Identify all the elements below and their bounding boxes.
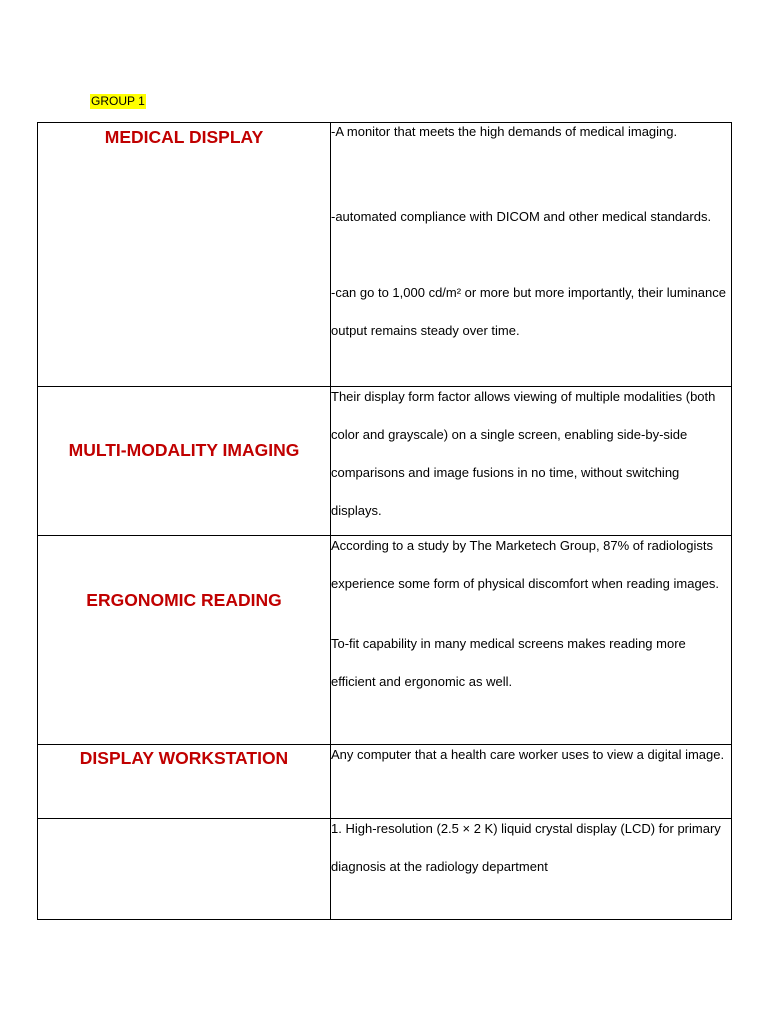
term-cell	[38, 387, 331, 536]
table-row	[38, 745, 732, 819]
term-multi-modality-imaging: MULTI-MODALITY IMAGING	[68, 440, 300, 460]
description-paragraph: According to a study by The Marketech Group, 87% of radiologists experience some form of physical discomfort when reading images.	[331, 538, 720, 591]
description-cell	[331, 536, 732, 745]
description-paragraph: To-fit capability in many medical screens makes reading more efficient and ergonomic as well.	[331, 636, 686, 689]
group-label: GROUP 1	[91, 94, 145, 108]
description-paragraph: Their display form factor allows viewing of multiple modalities (both color and grayscale) on a single screen, enabling side-by-side comparisons and image fusions in no time, without switching displays.	[331, 389, 716, 518]
term-ergonomic-reading: ERGONOMIC READING	[86, 590, 282, 610]
table-row	[38, 123, 732, 387]
term-display-workstation: DISPLAY WORKSTATION	[79, 748, 289, 768]
table-row	[38, 387, 732, 536]
description-cell	[331, 123, 732, 387]
term-cell-empty	[38, 819, 331, 920]
description-paragraph: -can go to 1,000 cd/m² or more but more importantly, their luminance output remains steady over time.	[331, 285, 726, 338]
description-paragraph: Any computer that a health care worker uses to view a digital image.	[331, 747, 725, 762]
table-row	[38, 819, 732, 920]
term-cell	[38, 536, 331, 745]
description-paragraph: 1. High-resolution (2.5 × 2 K) liquid crystal display (LCD) for primary diagnosis at the radiology department	[331, 821, 721, 874]
description-cell	[331, 387, 732, 536]
term-cell	[38, 123, 331, 387]
term-medical-display: MEDICAL DISPLAY	[104, 127, 264, 147]
term-cell	[38, 745, 331, 819]
definitions-table	[37, 122, 732, 920]
table-row	[38, 536, 732, 745]
description-paragraph: -automated compliance with DICOM and other medical standards.	[331, 209, 712, 224]
description-paragraph: -A monitor that meets the high demands of medical imaging.	[331, 124, 678, 139]
description-cell	[331, 745, 732, 819]
description-cell	[331, 819, 732, 920]
